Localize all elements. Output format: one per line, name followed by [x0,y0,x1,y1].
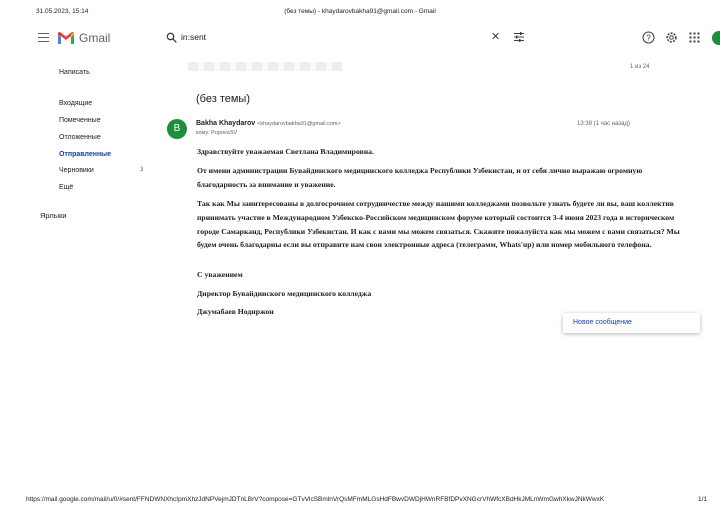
body-signature-title: Директор Бувайдинского медицинского колледжа [197,289,372,298]
compose-button[interactable]: Написать [59,69,90,76]
gmail-logo[interactable] [57,30,110,46]
subject-heading: (без темы) [196,93,250,105]
body-signoff: С уважением [197,270,243,279]
body-paragraph-1: От имени администрации Бувайдинского медицинского колледжа Республики Узбекистан, и от себя лично выражаю огромную благодарность за внимание и уважение. [197,166,643,189]
account-avatar[interactable] [712,31,720,45]
message-timestamp: 13:39 (1 час назад) [577,121,630,127]
sidebar-item-snoozed[interactable]: Отложенные [59,134,101,141]
drafts-count-badge: 3 [140,167,144,173]
print-title: (без темы) - khaydarovbakha91@gmail.com - Gmail [284,8,436,15]
body-signature-name: Джумабаев Нодиржон [197,307,274,316]
search-icon[interactable] [166,32,177,43]
help-icon[interactable] [642,31,655,44]
sender-email: <khaydarovbakha91@gmail.com> [257,121,341,127]
sender-name: Bakha Khaydarov [196,120,256,127]
apps-icon[interactable] [688,31,701,44]
app-name: Gmail [79,31,111,45]
print-datetime: 31.05.2023, 15:14 [36,8,89,15]
tune-icon[interactable] [513,31,525,43]
settings-icon[interactable] [665,31,678,44]
sidebar-item-sent[interactable]: Отправленные [59,151,112,158]
sender-line [196,120,341,127]
sidebar-item-more[interactable]: Ещё [59,184,74,191]
pagination-text: 1 из 24 [630,64,650,70]
sidebar-item-inbox[interactable]: Входящие [59,100,93,107]
blurred-toolbar [188,62,343,71]
print-header [0,8,720,20]
labels-heading: Ярлыки [40,211,67,220]
gmail-m-icon [57,31,75,45]
recipient-line[interactable]: кому: PopovaSV [196,130,238,136]
top-bar [0,26,720,50]
menu-icon[interactable] [38,33,49,42]
body-greeting: Здравствуйте уважаемая Светлана Владимировна. [197,147,374,156]
svg-text:?: ? [646,33,651,43]
new-message-label[interactable]: Новое сообщение [573,319,632,326]
print-url: https://mail.google.com/mail/u/0/#sent/FFNDWNXhcIpmXhzJdNPVejmJDTnLBrV?compose=GTvVlcSBmlnVrQsMFmMLGsHdFBwvDWDjHWnRFBfDPvXNGcrVhWfcXBdHkJMLnWmGwhXkwJNkWwxK [26,496,605,503]
sender-avatar: B [167,119,187,139]
search-input[interactable]: in:sent [181,32,207,42]
sidebar-item-drafts[interactable]: Черновики [59,167,94,174]
print-page-number: 1/1 [698,496,708,503]
body-paragraph-2: Так как Мы заинтересованы в долгосрочном сотрудничестве между нашими колледжами позвольте узнать будете ли вы, ваш коллектив принимать участие в Международном Узбекско-Российском медицинском форуме который состоится 3-4 июня 2023 года в историческом городе Самарканд, Республики Узбекистан. И как с вами мы можем связаться. Скажите пожалуйста как мы можем с вами связаться? Мы будем очень благодарны если вы отправите нам свои электронные адреса (телеграмм, Whats'up) или номер мобильного телефона. [197,199,680,250]
new-message-popup[interactable] [563,313,700,333]
sidebar-item-starred[interactable]: Помеченные [59,117,101,124]
clear-search-icon[interactable]: ✕ [491,31,501,43]
